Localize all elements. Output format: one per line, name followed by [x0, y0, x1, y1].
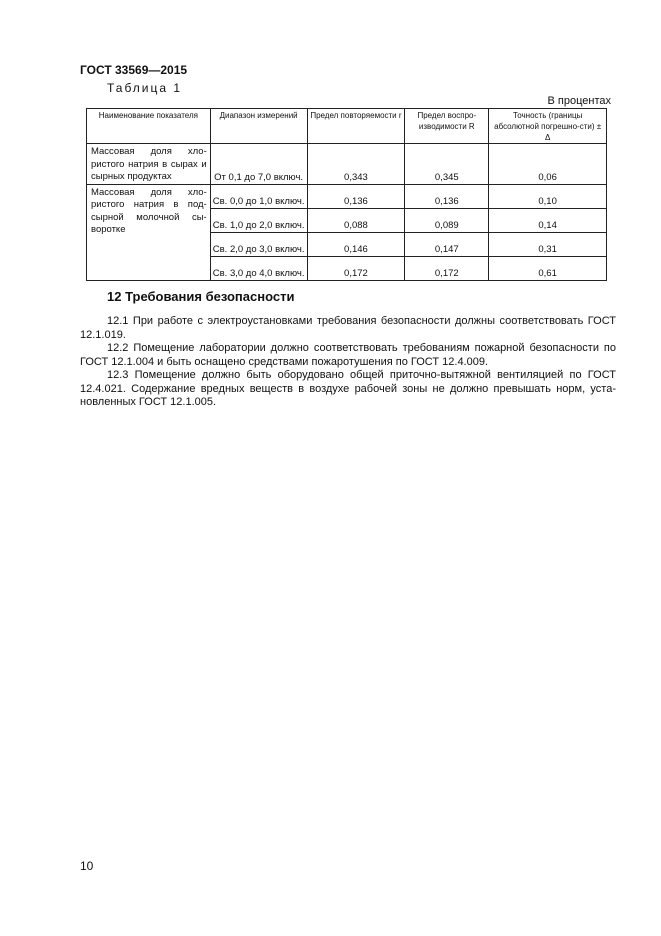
reproducibility-cell: 0,172 [405, 256, 489, 280]
table-header-row [87, 109, 607, 144]
range-cell: Св. 0,0 до 1,0 включ. [210, 184, 307, 208]
repeatability-cell: 0,343 [307, 144, 405, 185]
range-cell: Св. 3,0 до 4,0 включ. [210, 256, 307, 280]
accuracy-cell: 0,31 [489, 232, 607, 256]
table-row [87, 144, 607, 185]
repeatability-cell: 0,136 [307, 184, 405, 208]
column-header-indicator: Наименование показателя [87, 109, 211, 144]
repeatability-cell: 0,088 [307, 208, 405, 232]
document-code: ГОСТ 33569—2015 [80, 63, 188, 77]
column-header-reproducibility: Предел воспро-изводимости R [405, 109, 489, 144]
table-row [87, 184, 607, 208]
range-cell: Св. 1,0 до 2,0 включ. [210, 208, 307, 232]
paragraph-12-3: 12.3 Помещение должно быть оборудовано общей приточно-вытяжной вентиляцией по ГОСТ 12.4.021. Содержание вредных веществ в воздухе рабочей зоны не должно превышать норм, уста-новленных ГОСТ 12.1.005. [80, 369, 616, 408]
accuracy-cell: 0,06 [489, 144, 607, 185]
page-number: 10 [80, 859, 94, 873]
measurement-table [86, 108, 607, 281]
repeatability-cell: 0,172 [307, 256, 405, 280]
range-cell: Св. 2,0 до 3,0 включ. [210, 232, 307, 256]
accuracy-cell: 0,61 [489, 256, 607, 280]
reproducibility-cell: 0,345 [405, 144, 489, 185]
indicator-name-whey: Массовая доля хло-ристого натрия в под-сырной молочной сы-воротке [87, 184, 211, 280]
paragraph-12-2: 12.2 Помещение лаборатории должно соответствовать требованиям пожарной безопасности по ГОСТ 12.1.004 и быть оснащено средствами пожаротушения по ГОСТ 12.4.009. [80, 342, 616, 368]
reproducibility-cell: 0,147 [405, 232, 489, 256]
range-cell: От 0,1 до 7,0 включ. [210, 144, 307, 185]
accuracy-cell: 0,10 [489, 184, 607, 208]
column-header-accuracy: Точность (границы абсолютной погрешно-сти) ± Δ [489, 109, 607, 144]
paragraph-12-1: 12.1 При работе с электроустановками требования безопасности должны соответствовать ГОСТ 12.1.019. [80, 315, 616, 341]
column-header-repeatability: Предел повторяемости r [307, 109, 405, 144]
accuracy-cell: 0,14 [489, 208, 607, 232]
repeatability-cell: 0,146 [307, 232, 405, 256]
reproducibility-cell: 0,136 [405, 184, 489, 208]
section-heading: 12 Требования безопасности [107, 289, 295, 304]
table-units: В процентах [547, 95, 611, 107]
indicator-name-cheese: Массовая доля хло-ристого натрия в сырах и сырных продуктах [87, 144, 211, 185]
table-caption: Таблица 1 [107, 81, 183, 95]
reproducibility-cell: 0,089 [405, 208, 489, 232]
column-header-range: Диапазон измерений [210, 109, 307, 144]
